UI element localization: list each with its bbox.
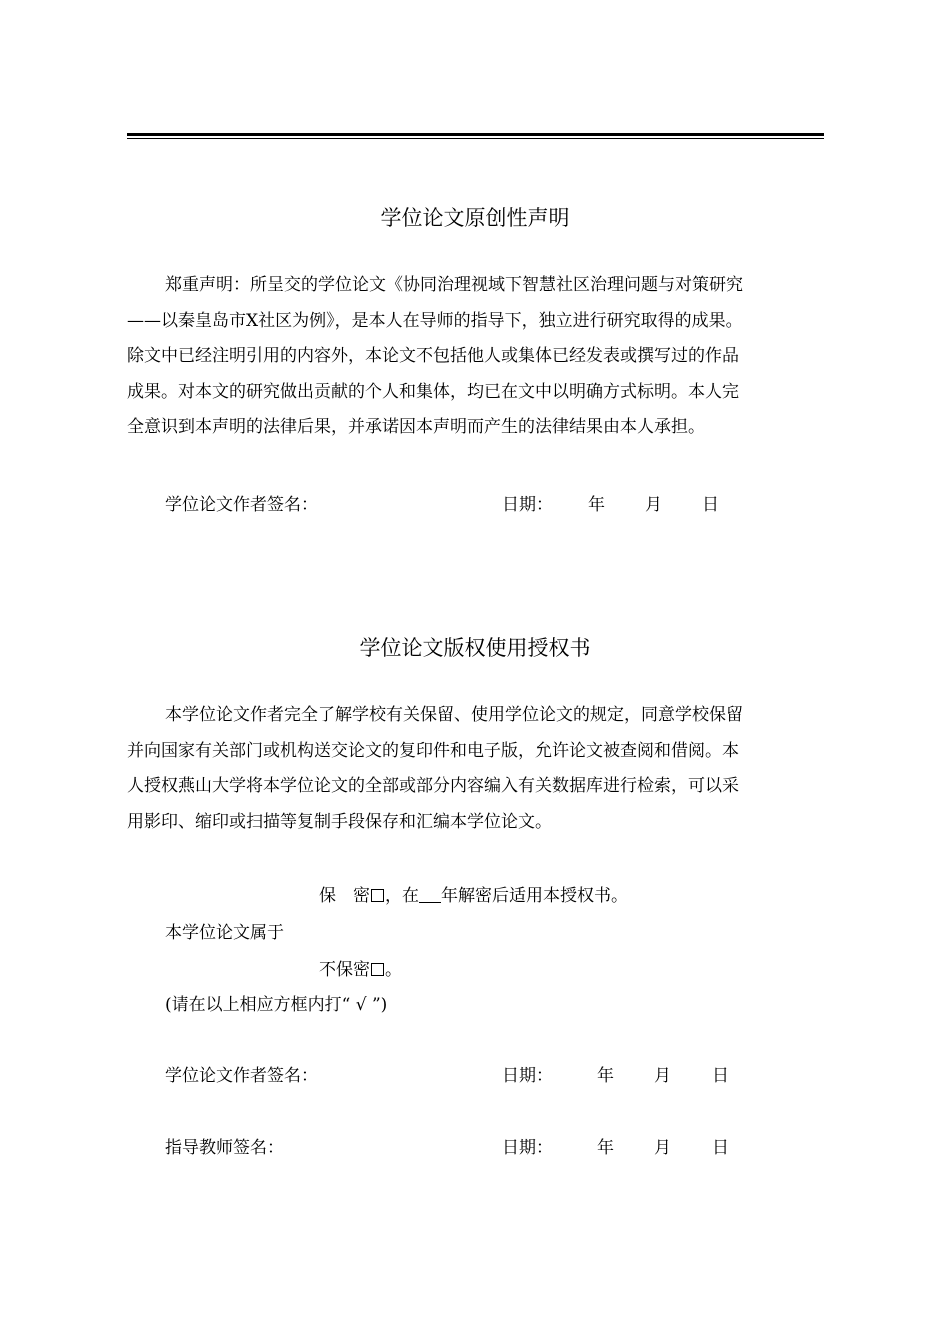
secret-option-row xyxy=(319,881,628,906)
declaration-line: 成果。对本文的研究做出贡献的个人和集体，均已在文中以明确方式标明。本人完 xyxy=(127,381,739,402)
declaration-line: 除文中已经注明引用的内容外，本论文不包括他人或集体已经发表或撰写过的作品 xyxy=(127,346,739,366)
nonsecret-option-row xyxy=(319,955,402,980)
secret-checkbox[interactable] xyxy=(371,889,384,902)
supervisor-year-label: 年 xyxy=(597,1138,614,1158)
authorization-author-sign-label: 学位论文作者签名： xyxy=(165,1066,318,1086)
nonsecret-label: 不保密 xyxy=(319,960,370,980)
supervisor-sign-label: 指导教师签名： xyxy=(165,1138,284,1158)
secret-suffix-a: ，在 xyxy=(385,886,419,906)
authorization-line: 本学位论文作者完全了解学校有关保留、使用学位论文的规定，同意学校保留 xyxy=(165,705,743,725)
authorization-line: 人授权燕山大学将本学位论文的全部或部分内容编入有关数据库进行检索，可以采 xyxy=(127,776,739,796)
supervisor-day-label: 日 xyxy=(712,1138,729,1158)
declaration-line: 郑重声明：所呈交的学位论文《协同治理视域下智慧社区治理问题与对策研究 xyxy=(165,275,743,295)
authorization-author-year-label: 年 xyxy=(597,1066,614,1086)
nonsecret-suffix: 。 xyxy=(385,960,402,980)
authorization-author-date-label: 日期： xyxy=(502,1066,553,1086)
header-rule-thick xyxy=(127,133,824,136)
secret-label: 保 密 xyxy=(319,886,370,906)
declaration-day-label: 日 xyxy=(702,495,719,515)
declaration-date-label: 日期： xyxy=(502,495,553,515)
authorization-line: 用影印、缩印或扫描等复制手段保存和汇编本学位论文。 xyxy=(127,811,552,832)
declaration-author-sign-label: 学位论文作者签名： xyxy=(165,495,318,515)
authorization-author-day-label: 日 xyxy=(712,1066,729,1086)
supervisor-date-label: 日期： xyxy=(502,1138,553,1158)
authorization-author-month-label: 月 xyxy=(654,1066,671,1086)
secret-suffix-b: 年解密后适用本授权书。 xyxy=(441,886,628,906)
declaration-month-label: 月 xyxy=(645,495,662,515)
authorization-line: 并向国家有关部门或机构送交论文的复印件和电子版，允许论文被查阅和借阅。本 xyxy=(127,740,739,761)
declaration-line: ——以秦皇岛市X社区为例》，是本人在导师的指导下，独立进行研究取得的成果。 xyxy=(127,310,743,331)
belongs-label: 本学位论文属于 xyxy=(165,923,284,943)
supervisor-month-label: 月 xyxy=(654,1138,671,1158)
year-blank-line[interactable] xyxy=(419,888,441,903)
declaration-body xyxy=(127,268,827,446)
header-rule-thin xyxy=(127,138,824,139)
declaration-year-label: 年 xyxy=(588,495,605,515)
declaration-title: 学位论文原创性声明 xyxy=(380,206,570,230)
check-instruction: (请在以上相应方框内打“ √ ”) xyxy=(165,995,388,1015)
authorization-title: 学位论文版权使用授权书 xyxy=(359,636,591,660)
authorization-body xyxy=(127,698,827,840)
declaration-line: 全意识到本声明的法律后果，并承诺因本声明而产生的法律结果由本人承担。 xyxy=(127,417,705,437)
nonsecret-checkbox[interactable] xyxy=(371,963,384,976)
